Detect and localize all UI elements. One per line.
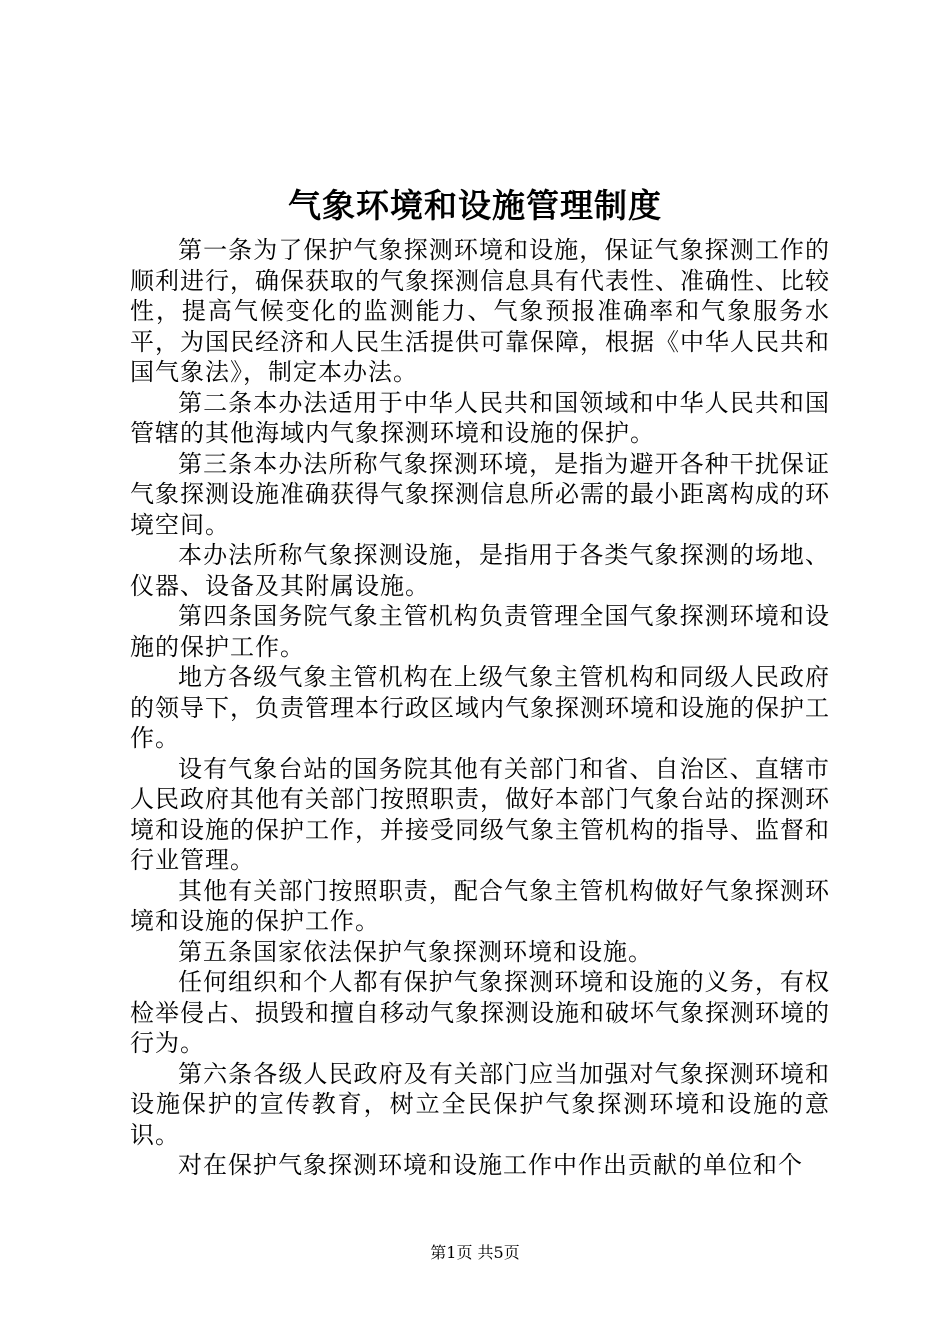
paragraph-8: 其他有关部门按照职责，配合气象主管机构做好气象探测环境和设施的保护工作。 (130, 876, 830, 935)
paragraph-5: 第四条国务院气象主管机构负责管理全国气象探测环境和设施的保护工作。 (130, 602, 830, 661)
paragraph-10: 任何组织和个人都有保护气象探测环境和设施的义务，有权检举侵占、损毁和擅自移动气象探测设施和破坏气象探测环境的行为。 (130, 968, 830, 1057)
paragraph-2: 第二条本办法适用于中华人民共和国领域和中华人民共和国管辖的其他海域内气象探测环境和设施的保护。 (130, 388, 830, 447)
paragraph-9: 第五条国家依法保护气象探测环境和设施。 (178, 937, 653, 966)
page-footer: 第1页 共5页 (430, 1243, 520, 1262)
paragraph-7: 设有气象台站的国务院其他有关部门和省、自治区、直辖市人民政府其他有关部门按照职责，做好本部门气象台站的探测环境和设施的保护工作，并接受同级气象主管机构的指导、监督和行业管理。 (130, 754, 830, 874)
paragraph-4: 本办法所称气象探测设施，是指用于各类气象探测的场地、仪器、设备及其附属设施。 (130, 541, 830, 600)
paragraph-6: 地方各级气象主管机构在上级气象主管机构和同级人民政府的领导下，负责管理本行政区域内气象探测环境和设施的保护工作。 (130, 663, 830, 752)
paragraph-1: 第一条为了保护气象探测环境和设施，保证气象探测工作的顺利进行，确保获取的气象探测信息具有代表性、准确性、比较性，提高气候变化的监测能力、气象预报准确率和气象服务水平，为国民经济和人民生活提供可靠保障，根据《中华人民共和国气象法》，制定本办法。 (130, 236, 830, 386)
document-body (130, 235, 830, 1181)
paragraph-12: 对在保护气象探测环境和设施工作中作出贡献的单位和个 (178, 1151, 803, 1179)
document-title: 气象环境和设施管理制度 (288, 186, 662, 225)
paragraph-11: 第六条各级人民政府及有关部门应当加强对气象探测环境和设施保护的宣传教育，树立全民保护气象探测环境和设施的意识。 (130, 1059, 830, 1149)
paragraph-3: 第三条本办法所称气象探测环境，是指为避开各种干扰保证气象探测设施准确获得气象探测信息所必需的最小距离构成的环境空间。 (130, 449, 830, 539)
